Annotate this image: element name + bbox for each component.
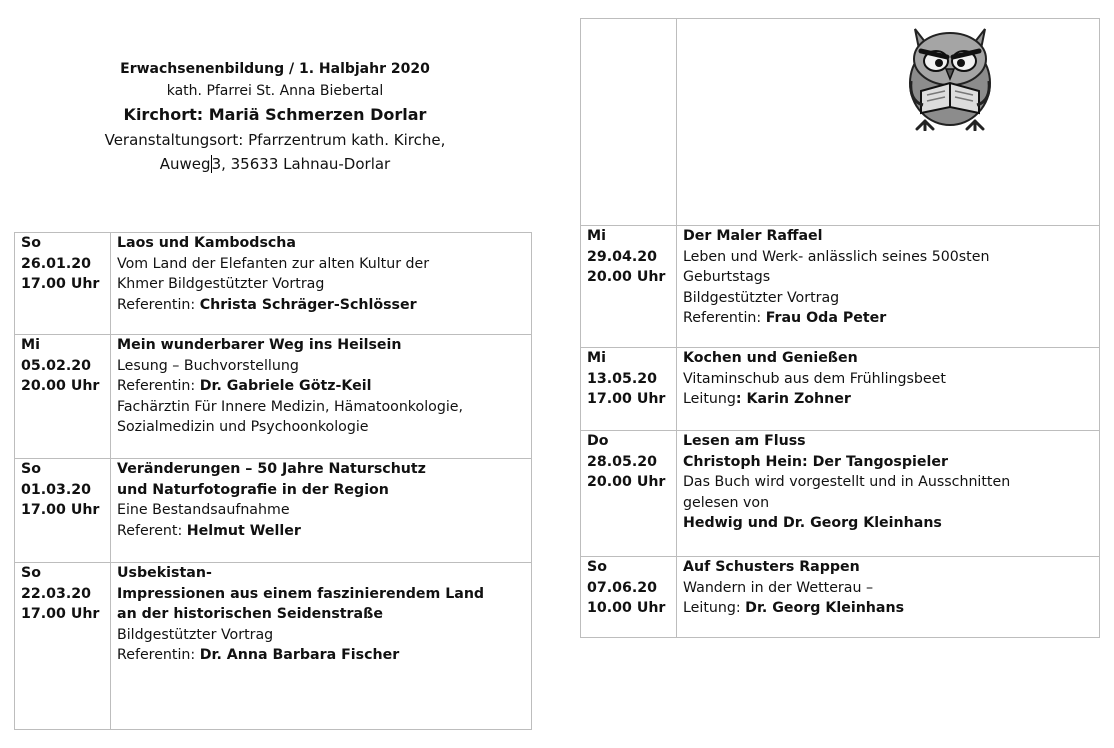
event-desc: Bildgestützter Vortrag: [117, 626, 274, 643]
event-time: 10.00 Uhr: [587, 600, 666, 616]
events-table-left: [14, 232, 532, 730]
event-desc: gelesen von: [683, 494, 770, 511]
event-day: Mi: [587, 228, 606, 244]
speaker-label: Leitung:: [683, 600, 746, 616]
event-title: Impressionen aus einem faszinierendem Land: [117, 585, 485, 602]
event-day: Mi: [21, 337, 40, 353]
church-location: Kirchort: Mariä Schmerzen Dorlar: [123, 105, 427, 124]
event-desc: Leben und Werk- anlässlich seines 500sten: [683, 248, 990, 265]
owl-row: [581, 19, 1100, 226]
event-desc: Vom Land der Elefanten zur alten Kultur der: [117, 255, 430, 272]
address-street: Auweg: [159, 155, 211, 173]
event-title: Veränderungen – 50 Jahre Naturschutz: [117, 461, 426, 477]
event-date: 26.01.20: [21, 255, 92, 272]
event-date-cell: [15, 563, 111, 730]
event-desc: Khmer Bildgestützter Vortrag: [117, 276, 325, 292]
event-date: 01.03.20: [21, 481, 92, 498]
event-details-cell: [111, 563, 532, 730]
event-time: 17.00 Uhr: [21, 502, 100, 518]
event-title: Auf Schusters Rappen: [683, 559, 860, 575]
event-date: 13.05.20: [587, 370, 658, 387]
speaker-label: Referentin:: [117, 296, 200, 313]
speaker-name: : Karin Zohner: [735, 391, 851, 407]
event-title: Kochen und Genießen: [683, 350, 858, 366]
reading-owl-icon: [895, 21, 1005, 131]
event-day: So: [21, 565, 41, 581]
event-date: 22.03.20: [21, 585, 92, 602]
event-readers: Hedwig und Dr. Georg Kleinhans: [683, 515, 942, 531]
speaker-label: Referentin:: [683, 310, 766, 326]
event-details-cell: [677, 431, 1100, 557]
event-details-cell: [677, 226, 1100, 348]
owl-cell: [677, 19, 1100, 226]
venue-address: [60, 152, 490, 176]
event-title: Laos und Kambodscha: [117, 235, 296, 251]
address-rest: 3, 35633 Lahnau-Dorlar: [211, 155, 391, 173]
event-speaker: [117, 521, 525, 542]
parish-name: kath. Pfarrei St. Anna Biebertal: [166, 83, 384, 99]
table-row: [15, 459, 532, 563]
event-title: an der historischen Seidenstraße: [117, 606, 383, 622]
program-title: Erwachsenenbildung / 1. Halbjahr 2020: [120, 61, 430, 77]
table-row: [581, 431, 1100, 557]
event-title: und Naturfotografie in der Region: [117, 481, 389, 498]
speaker-name: Dr. Anna Barbara Fischer: [199, 647, 400, 663]
event-speaker: [683, 598, 1093, 619]
event-date-cell: [581, 348, 677, 431]
speaker-name: Christa Schräger-Schlösser: [199, 296, 417, 313]
empty-cell: [581, 19, 677, 226]
table-row: [581, 226, 1100, 348]
event-title: Der Maler Raffael: [683, 228, 823, 244]
event-date: 05.02.20: [21, 357, 92, 374]
event-day: Mi: [587, 350, 606, 366]
event-desc: Bildgestützter Vortrag: [683, 289, 840, 306]
event-details-cell: [111, 459, 532, 563]
event-desc: Fachärztin Für Innere Medizin, Hämatoonkologie,: [117, 398, 464, 415]
event-time: 20.00 Uhr: [21, 378, 100, 394]
event-title: Mein wunderbarer Weg ins Heilsein: [117, 337, 402, 353]
speaker-name: Helmut Weller: [186, 522, 301, 539]
event-date-cell: [15, 233, 111, 335]
event-time: 17.00 Uhr: [21, 606, 100, 622]
speaker-label: Referentin:: [117, 378, 200, 394]
event-time: 20.00 Uhr: [587, 474, 666, 490]
event-title: Christoph Hein: Der Tangospieler: [683, 453, 948, 470]
event-details-cell: [111, 233, 532, 335]
event-date-cell: [15, 335, 111, 459]
event-time: 20.00 Uhr: [587, 269, 666, 285]
event-speaker: [117, 376, 525, 397]
table-row: [581, 557, 1100, 638]
event-speaker: [683, 308, 1093, 329]
event-date: 07.06.20: [587, 579, 658, 596]
event-day: So: [21, 235, 41, 251]
speaker-name: Dr. Gabriele Götz-Keil: [199, 378, 372, 394]
event-speaker: [117, 295, 525, 316]
event-day: So: [587, 559, 607, 575]
event-title: Lesen am Fluss: [683, 433, 806, 449]
event-details-cell: [677, 557, 1100, 638]
event-speaker: [683, 389, 1093, 410]
event-date: 29.04.20: [587, 248, 658, 265]
event-date-cell: [581, 557, 677, 638]
event-speaker: [117, 645, 525, 666]
event-details-cell: [677, 348, 1100, 431]
event-desc: Das Buch wird vorgestellt und in Ausschnitten: [683, 474, 1011, 490]
program-header: [60, 58, 490, 176]
table-row: [15, 563, 532, 730]
event-date: 28.05.20: [587, 453, 658, 470]
event-desc: Wandern in der Wetterau –: [683, 579, 874, 596]
event-time: 17.00 Uhr: [587, 391, 666, 407]
event-time: 17.00 Uhr: [21, 276, 100, 292]
event-desc: Eine Bestandsaufnahme: [117, 502, 290, 518]
table-row: [15, 335, 532, 459]
events-table-right: [580, 18, 1100, 638]
venue-line: Veranstaltungsort: Pfarrzentrum kath. Kirche,: [104, 131, 446, 149]
event-desc: Vitaminschub aus dem Frühlingsbeet: [683, 370, 946, 387]
table-row: [581, 348, 1100, 431]
event-date-cell: [581, 226, 677, 348]
speaker-name: Dr. Georg Kleinhans: [745, 600, 905, 616]
speaker-label: Referent:: [117, 522, 187, 539]
event-desc: Sozialmedizin und Psychoonkologie: [117, 419, 369, 435]
event-desc: Geburtstags: [683, 269, 771, 285]
speaker-label: Leitung: [683, 391, 736, 407]
event-day: So: [21, 461, 41, 477]
event-title: Usbekistan-: [117, 565, 212, 581]
event-day: Do: [587, 433, 609, 449]
speaker-label: Referentin:: [117, 647, 200, 663]
table-row: [15, 233, 532, 335]
event-date-cell: [581, 431, 677, 557]
event-date-cell: [15, 459, 111, 563]
event-details-cell: [111, 335, 532, 459]
event-desc: Lesung – Buchvorstellung: [117, 357, 299, 374]
speaker-name: Frau Oda Peter: [765, 310, 887, 326]
